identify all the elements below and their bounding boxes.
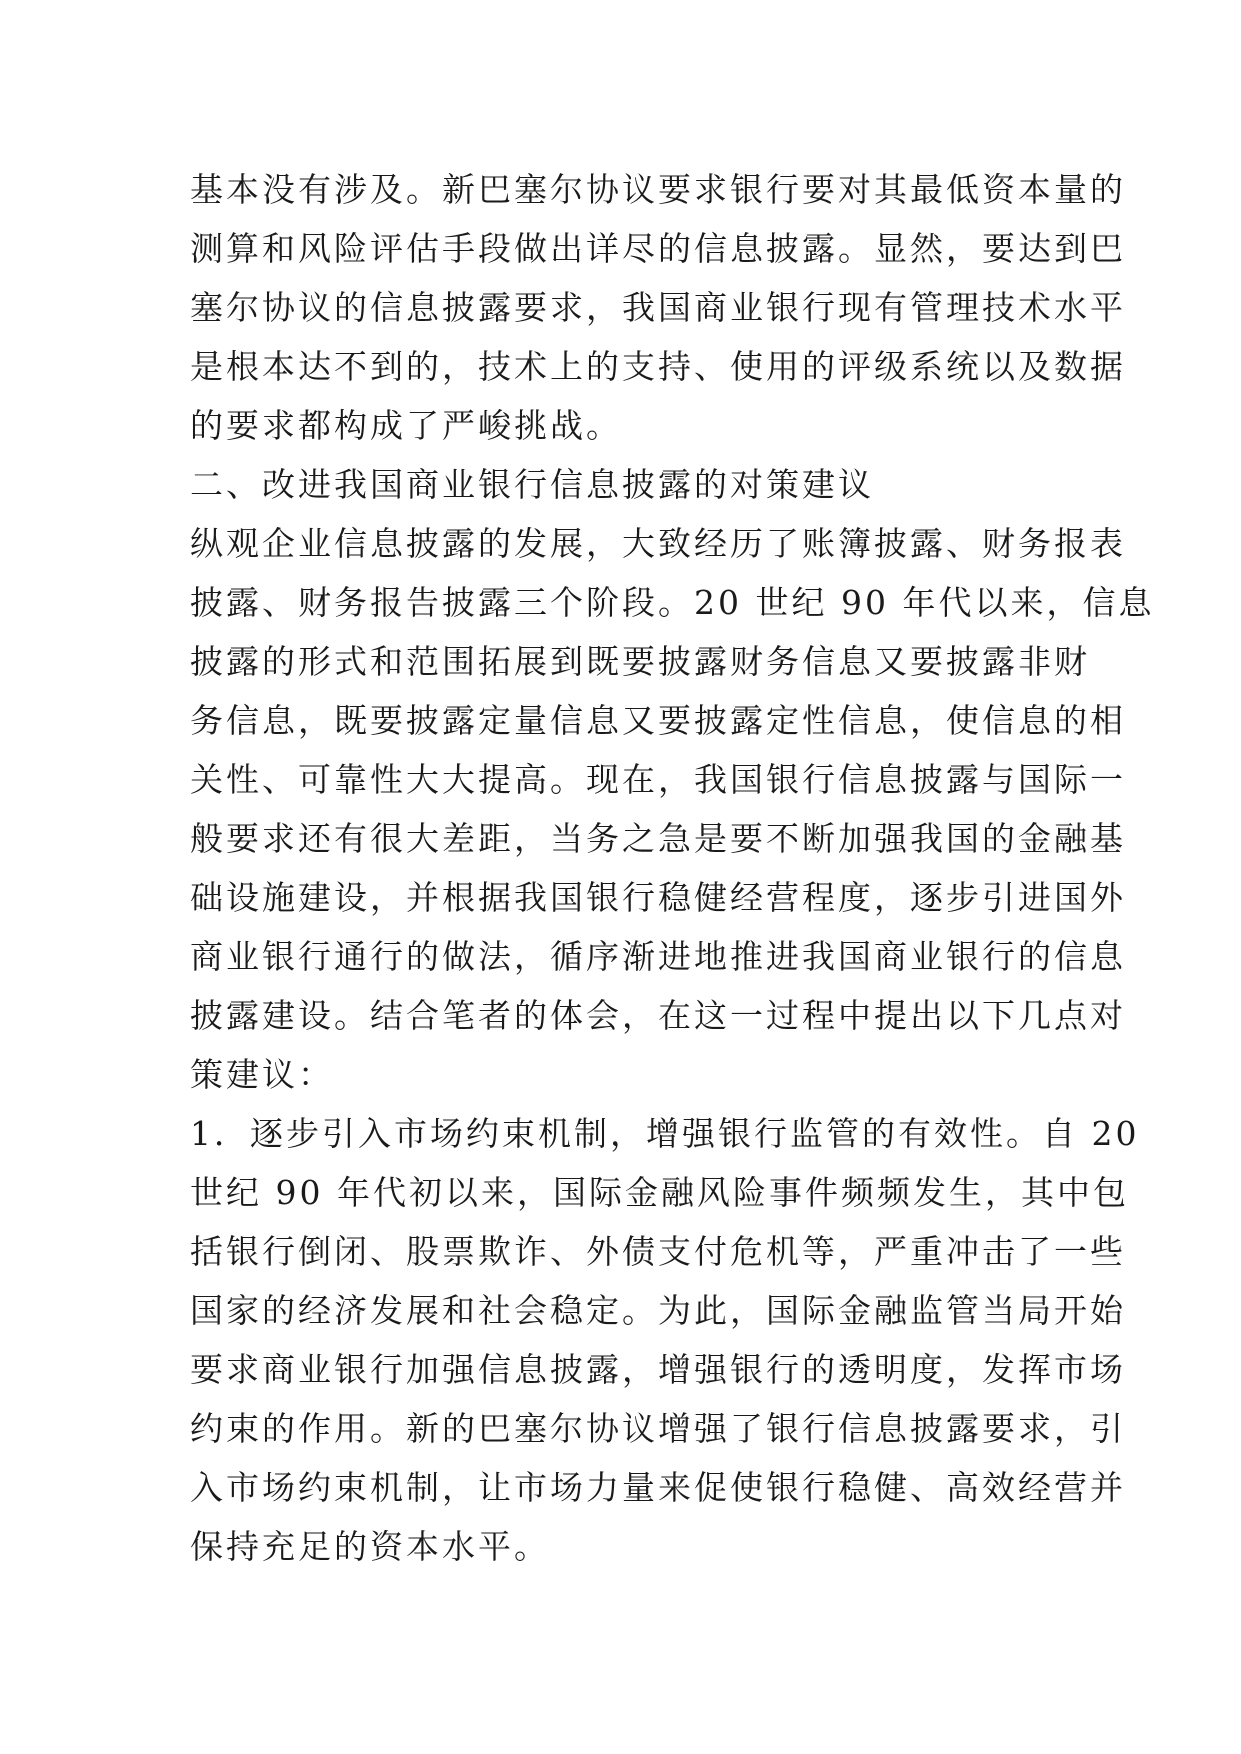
text-line: 商业银行通行的做法，循序渐进地推进我国商业银行的信息 bbox=[190, 937, 1126, 976]
text-line: 括银行倒闭、股票欺诈、外债支付危机等，严重冲击了一些 bbox=[190, 1232, 1126, 1271]
text-line: 测算和风险评估手段做出详尽的信息披露。显然，要达到巴 bbox=[190, 229, 1126, 268]
text-line: 世纪 90 年代初以来，国际金融风险事件频频发生，其中包 bbox=[190, 1173, 1129, 1212]
text-line: 是根本达不到的，技术上的支持、使用的评级系统以及数据 bbox=[190, 347, 1126, 386]
text-line: 策建议： bbox=[190, 1055, 334, 1094]
text-line: 披露、财务报告披露三个阶段。20 世纪 90 年代以来，信息 bbox=[190, 583, 1155, 622]
text-line: 务信息，既要披露定量信息又要披露定性信息，使信息的相 bbox=[190, 701, 1126, 740]
text-line: 披露建设。结合笔者的体会，在这一过程中提出以下几点对 bbox=[190, 996, 1126, 1035]
text-line: 础设施建设，并根据我国银行稳健经营程度，逐步引进国外 bbox=[190, 878, 1126, 917]
text-line: 披露的形式和范围拓展到既要披露财务信息又要披露非财 bbox=[190, 642, 1090, 681]
text-line: 基本没有涉及。新巴塞尔协议要求银行要对其最低资本量的 bbox=[190, 170, 1126, 209]
section-heading: 二、改进我国商业银行信息披露的对策建议 bbox=[190, 465, 874, 504]
text-line: 约束的作用。新的巴塞尔协议增强了银行信息披露要求，引 bbox=[190, 1409, 1126, 1448]
numbered-item-line: 1．逐步引入市场约束机制，增强银行监管的有效性。自 20 bbox=[190, 1114, 1140, 1153]
text-line: 入市场约束机制，让市场力量来促使银行稳健、高效经营并 bbox=[190, 1468, 1126, 1507]
text-line: 纵观企业信息披露的发展，大致经历了账簿披露、财务报表 bbox=[190, 524, 1126, 563]
text-line: 的要求都构成了严峻挑战。 bbox=[190, 406, 622, 445]
body-text bbox=[190, 160, 1155, 1576]
text-line: 保持充足的资本水平。 bbox=[190, 1527, 550, 1566]
text-line: 般要求还有很大差距，当务之急是要不断加强我国的金融基 bbox=[190, 819, 1126, 858]
text-line: 关性、可靠性大大提高。现在，我国银行信息披露与国际一 bbox=[190, 760, 1126, 799]
text-line: 塞尔协议的信息披露要求，我国商业银行现有管理技术水平 bbox=[190, 288, 1126, 327]
text-line: 要求商业银行加强信息披露，增强银行的透明度，发挥市场 bbox=[190, 1350, 1126, 1389]
text-line: 国家的经济发展和社会稳定。为此，国际金融监管当局开始 bbox=[190, 1291, 1126, 1330]
